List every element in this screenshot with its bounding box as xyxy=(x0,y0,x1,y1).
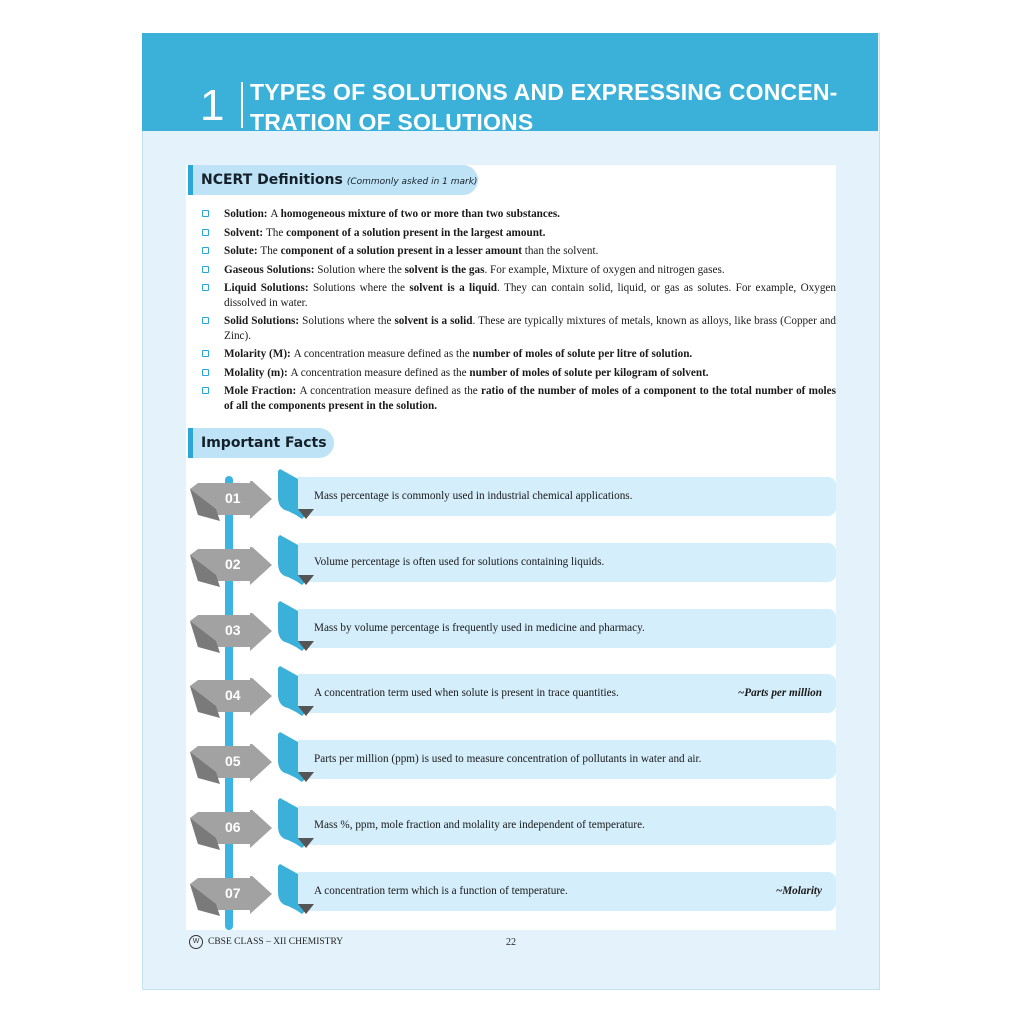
definition-term: Solute: xyxy=(224,245,261,257)
definition-text: The component of a solution present in the largest amount. xyxy=(265,226,546,239)
definition-item xyxy=(200,347,836,362)
checkbox-bullet-icon xyxy=(202,266,209,273)
fact-number: 06 xyxy=(225,819,241,835)
fact-item xyxy=(190,740,840,800)
checkbox-bullet-icon xyxy=(202,369,209,376)
fact-text: Volume percentage is often used for solutions containing liquids. xyxy=(314,555,605,568)
definition-text: A concentration measure defined as the number of moles of solute per litre of solution. xyxy=(293,348,693,360)
definition-text: A concentration measure defined as the ratio of the number of moles of a component to the total number of moles of all the components present in the solution. xyxy=(224,385,836,412)
fact-answer: ~Parts per million xyxy=(737,687,822,700)
definition-term: Molarity (M): xyxy=(224,348,294,360)
definition-term: Molality (m): xyxy=(224,366,291,379)
definition-item xyxy=(200,226,836,241)
definition-term: Mole Fraction: xyxy=(224,385,300,397)
fact-text: A concentration term used when solute is present in trace quantities. xyxy=(314,687,619,700)
definition-item xyxy=(200,263,836,278)
chapter-number: 1 xyxy=(200,81,225,130)
fact-number: 04 xyxy=(225,687,241,704)
definition-item xyxy=(200,244,836,259)
checkbox-bullet-icon xyxy=(202,284,209,291)
fact-item xyxy=(190,609,840,669)
fact-number: 05 xyxy=(225,753,241,770)
definition-text: Solutions where the solvent is a liquid. They can contain solid, liquid, or gas as solutes. For example, Oxygen dissolved in water. xyxy=(224,282,836,309)
definition-text: Solutions where the solvent is a solid. These are typically mixtures of metals, known as alloys, like brass (Copper and Zinc). xyxy=(224,315,836,342)
definitions-list xyxy=(200,207,836,417)
definition-text: The component of a solution present in a lesser amount than the solvent. xyxy=(260,245,599,257)
fact-number: 03 xyxy=(225,621,241,638)
fact-answer: ~Molarity xyxy=(775,884,822,897)
checkbox-bullet-icon xyxy=(202,350,209,357)
publisher-logo xyxy=(189,935,203,949)
fact-number: 01 xyxy=(225,490,241,506)
definition-item xyxy=(200,314,836,343)
checkbox-bullet-icon xyxy=(202,247,209,254)
definition-term: Liquid Solutions: xyxy=(224,282,313,294)
fact-number: 02 xyxy=(225,555,241,572)
fact-text: Mass percentage is commonly used in industrial chemical applications. xyxy=(314,490,633,502)
page-number: 22 xyxy=(506,937,516,948)
definition-item xyxy=(200,281,836,310)
definitions-heading xyxy=(188,165,478,195)
fact-text: Mass by volume percentage is frequently used in medicine and pharmacy. xyxy=(314,621,645,634)
definition-text: A homogeneous mixture of two or more than two substances. xyxy=(270,208,560,220)
checkbox-bullet-icon xyxy=(202,317,209,324)
definitions-heading-note: (Commonly asked in 1 mark) xyxy=(346,177,478,187)
definition-item xyxy=(200,366,836,381)
checkbox-bullet-icon xyxy=(202,229,209,236)
definition-term: Solution: xyxy=(224,208,271,220)
fact-text: A concentration term which is a function of temperature. xyxy=(314,884,568,897)
fact-text: Parts per million (ppm) is used to measure concentration of pollutants in water and air. xyxy=(314,753,702,766)
publisher-logo-text: W xyxy=(192,938,200,945)
definition-text: Solution where the solvent is the gas. For example, Mixture of oxygen and nitrogen gases. xyxy=(317,263,725,276)
definitions-heading-text: NCERT Definitions xyxy=(201,172,343,188)
fact-item xyxy=(190,806,840,866)
definition-text: A concentration measure defined as the number of moles of solute per kilogram of solvent. xyxy=(290,366,709,379)
definition-term: Solid Solutions: xyxy=(224,315,303,327)
chapter-title: TYPES OF SOLUTIONS AND EXPRESSING CONCEN-TRATION OF SOLUTIONS xyxy=(250,79,838,135)
fact-item xyxy=(190,477,840,537)
fact-item xyxy=(190,872,840,932)
checkbox-bullet-icon xyxy=(202,210,209,217)
fact-number: 07 xyxy=(225,884,241,901)
checkbox-bullet-icon xyxy=(202,387,209,394)
chapter-divider xyxy=(241,82,243,128)
definition-term: Gaseous Solutions: xyxy=(224,263,318,276)
definition-term: Solvent: xyxy=(224,226,266,239)
fact-item xyxy=(190,674,840,734)
facts-heading xyxy=(188,428,334,458)
footer-book-title: CBSE CLASS – XII CHEMISTRY xyxy=(208,937,344,947)
definition-item xyxy=(200,207,836,222)
definition-item xyxy=(200,384,836,413)
fact-item xyxy=(190,543,840,603)
fact-text: Mass %, ppm, mole fraction and molality are independent of temperature. xyxy=(314,819,645,831)
facts-heading-text: Important Facts xyxy=(201,435,327,451)
